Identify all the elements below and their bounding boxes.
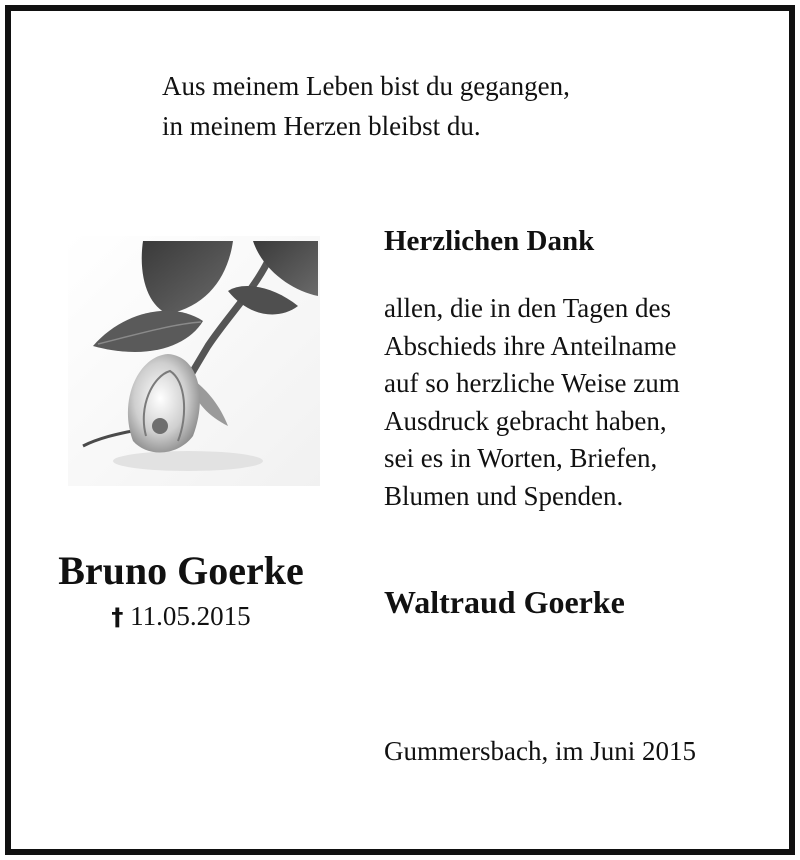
thanks-text <box>384 290 680 515</box>
thanks-line: auf so herzliche Weise zum <box>384 368 680 398</box>
deceased-name: Bruno Goerke <box>58 548 304 593</box>
motto-line-1: Aus meinem Leben bist du gegangen, <box>162 71 570 101</box>
death-date-line <box>40 598 322 635</box>
thanks-line: Abschieds ihre Anteilname <box>384 330 677 361</box>
cross-icon: † <box>111 603 124 631</box>
place-date: Gummersbach, im Juni 2015 <box>384 736 696 766</box>
motto-line-2: in meinem Herzen bleibst du. <box>162 111 481 141</box>
thanks-line: allen, die in den Tagen des <box>384 293 672 323</box>
rose-icon <box>68 236 320 486</box>
thanks-heading: Herzlichen Dank <box>384 225 595 257</box>
thanks-line: Blumen und Spenden. <box>384 480 624 511</box>
thanks-line: sei es in Worten, Briefen, <box>384 443 658 473</box>
rose-illustration <box>68 236 320 486</box>
motto-verse <box>162 66 570 146</box>
thanks-line: Ausdruck gebracht haben, <box>384 405 667 436</box>
death-date: 11.05.2015 <box>130 601 251 631</box>
signer-name: Waltraud Goerke <box>384 584 625 620</box>
